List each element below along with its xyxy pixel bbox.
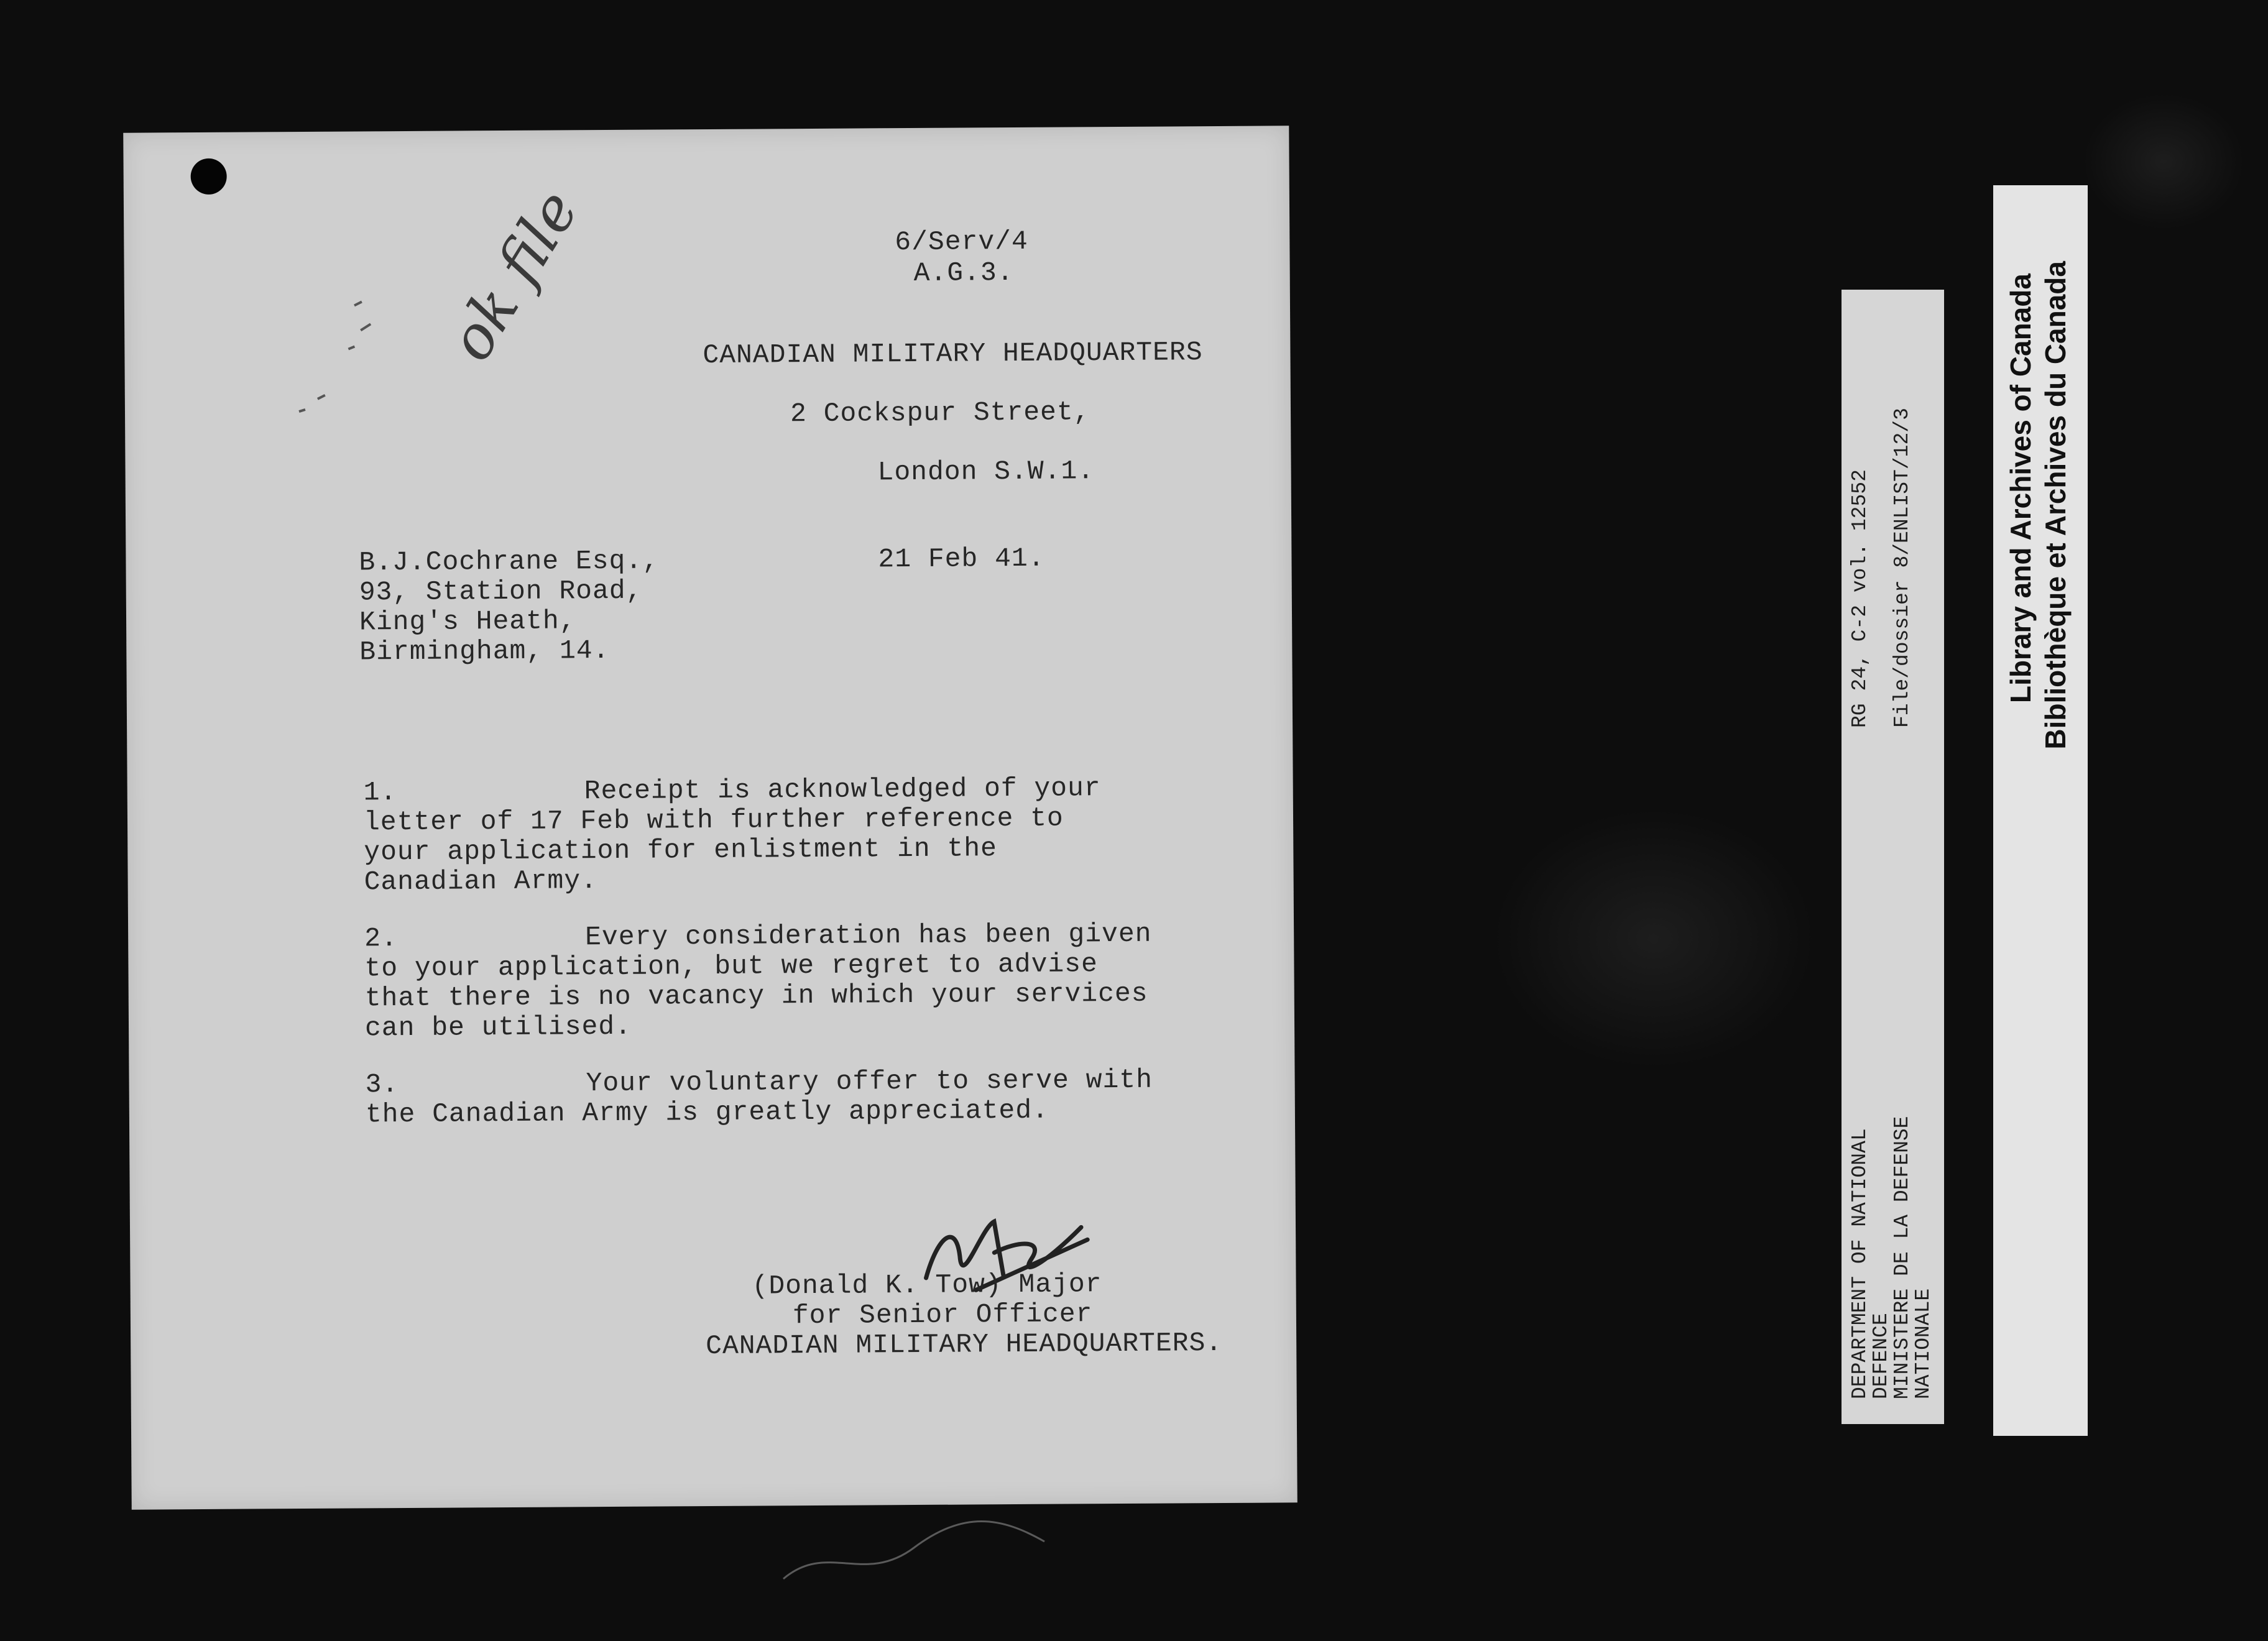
- archive-label-line-2: DEFENCE: [1869, 1313, 1892, 1399]
- signature-name: (Donald K. Tow) Major: [752, 1269, 1102, 1302]
- paper-fiber: [777, 1504, 1088, 1591]
- recipient-address-3: Birmingham, 14.: [359, 635, 610, 668]
- lac-label-french: Bibliothèque et Archives du Canada: [2039, 261, 2072, 750]
- recipient-name: B.J.Cochrane Esq.,: [359, 545, 660, 578]
- recipient-address-1: 93, Station Road,: [359, 575, 643, 608]
- paragraph-2-line: can be utilised.: [364, 1011, 632, 1044]
- scan-bed-mark: [1492, 808, 1815, 1069]
- handwritten-marks: [211, 218, 461, 480]
- ref-line-1: 6/Serv/4: [895, 226, 1028, 258]
- hq-street: 2 Cockspur Street,: [790, 397, 1090, 430]
- signature-for: for Senior Officer: [792, 1299, 1093, 1331]
- handwritten-note: ok file: [435, 178, 592, 373]
- archive-reference-label: [1842, 290, 1944, 1424]
- paragraph-1-line: letter of 17 Feb with further reference to: [363, 802, 1064, 838]
- archive-label-ref-1: RG 24, C-2 vol. 12552: [1848, 469, 1871, 728]
- lac-label: [1993, 185, 2088, 1436]
- paragraph-1-line: Receipt is acknowledged of your: [584, 773, 1101, 807]
- archive-label-line-4: NATIONALE: [1912, 1288, 1935, 1399]
- paragraph-2-line: Every consideration has been given: [585, 918, 1152, 953]
- ref-line-2: A.G.3.: [913, 257, 1014, 288]
- archive-label-line-3: MINISTERE DE LA DEFENSE: [1891, 1116, 1914, 1399]
- paragraph-1-line: Canadian Army.: [364, 865, 598, 898]
- recipient-address-2: King's Heath,: [359, 605, 576, 638]
- letter-page: [123, 126, 1297, 1509]
- scan-bed-mark: [2083, 93, 2244, 230]
- paragraph-1-line: your application for enlistment in the: [364, 833, 998, 868]
- paragraph-1-number: 1.: [363, 777, 397, 808]
- letter-date: 21 Feb 41.: [878, 543, 1045, 575]
- paragraph-2-number: 2.: [364, 923, 398, 954]
- hq-city: London S.W.1.: [877, 456, 1095, 488]
- paragraph-2-line: that there is no vacancy in which your services: [364, 978, 1148, 1014]
- archive-label-ref-2: File/dossier 8/ENLIST/12/3: [1891, 408, 1914, 728]
- paragraph-3-line: the Canadian Army is greatly appreciated.: [365, 1095, 1049, 1130]
- paragraph-2-line: to your application, but we regret to advise: [364, 949, 1098, 984]
- paragraph-3-number: 3.: [365, 1069, 399, 1100]
- paragraph-3-line: Your voluntary offer to serve with: [586, 1064, 1153, 1099]
- lac-label-english: Library and Archives of Canada: [2004, 274, 2037, 704]
- punch-hole: [191, 159, 227, 195]
- hq-name: CANADIAN MILITARY HEADQUARTERS: [703, 337, 1203, 371]
- signature-org: CANADIAN MILITARY HEADQUARTERS.: [706, 1327, 1223, 1362]
- archive-label-line-1: DEPARTMENT OF NATIONAL: [1848, 1128, 1871, 1399]
